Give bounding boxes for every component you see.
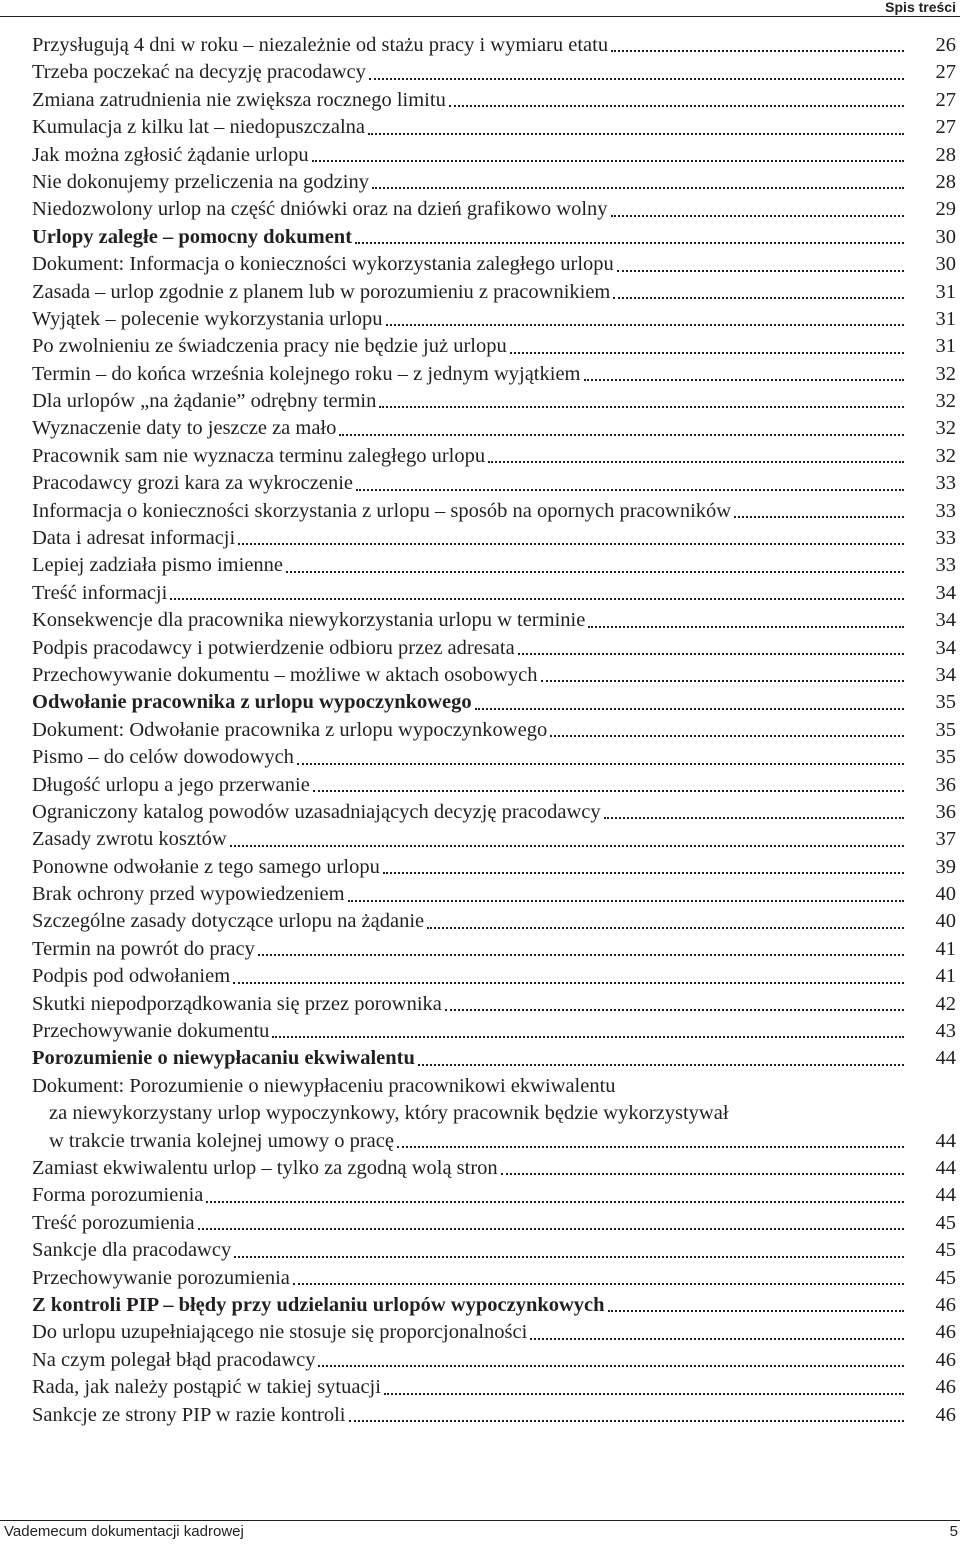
toc-entry-page: 45 — [935, 1266, 956, 1289]
toc-dot-leader — [588, 626, 904, 628]
toc-entry-page: 30 — [935, 225, 956, 248]
toc-entry[interactable] — [32, 388, 956, 415]
toc-entry-title: Data i adresat informacji — [32, 527, 236, 550]
toc-dot-leader — [339, 434, 904, 436]
toc-entry-page: 33 — [935, 527, 956, 550]
toc-entry[interactable] — [32, 909, 956, 936]
toc-entry[interactable] — [32, 1128, 956, 1155]
toc-entry[interactable] — [32, 32, 956, 59]
toc-entry-page: 34 — [935, 609, 956, 632]
toc-entry-title: Nie dokonujemy przeliczenia na godziny — [32, 170, 369, 193]
toc-entry-page: 34 — [935, 581, 956, 604]
toc-entry-title: Dla urlopów „na żądanie” odrębny termin — [32, 390, 377, 413]
toc-entry[interactable] — [32, 443, 956, 470]
toc-entry-page: 42 — [935, 992, 956, 1015]
toc-entry-title: Ograniczony katalog powodów uzasadniających decyzję pracodawcy — [32, 800, 601, 823]
toc-entry-title: Sankcje ze strony PIP w razie kontroli — [32, 1403, 346, 1426]
toc-dot-leader — [312, 160, 904, 162]
toc-dot-leader — [530, 1338, 904, 1340]
toc-entry-page: 45 — [935, 1211, 956, 1234]
toc-entry-title: Dokument: Odwołanie pracownika z urlopu wypoczynkowego — [32, 718, 548, 741]
toc-dot-leader — [550, 735, 904, 737]
toc-entry-page: 43 — [935, 1020, 956, 1043]
toc-entry-page: 46 — [935, 1293, 956, 1316]
toc-dot-leader — [611, 215, 904, 217]
toc-entry-title: Rada, jak należy postąpić w takiej sytuacji — [32, 1376, 381, 1399]
toc-entry-title: Na czym polegał błąd pracodawcy — [32, 1348, 316, 1371]
toc-dot-leader — [611, 50, 904, 52]
toc-entry-page: 44 — [935, 1184, 956, 1207]
toc-entry-title: Treść informacji — [32, 581, 168, 604]
toc-entry-title: Pracodawcy grozi kara za wykroczenie — [32, 472, 353, 495]
toc-dot-leader — [386, 324, 904, 326]
toc-dot-leader — [258, 954, 904, 956]
toc-entry[interactable] — [32, 333, 956, 360]
toc-dot-leader — [518, 653, 904, 655]
toc-entry-title: Podpis pracodawcy i potwierdzenie odbioru przez adresata — [32, 636, 515, 659]
toc-entry-title: w trakcie trwania kolejnej umowy o pracę — [49, 1129, 394, 1152]
toc-entry-title: Do urlopu uzupełniającego nie stosuje się proporcjonalności — [32, 1321, 528, 1344]
toc-entry-page: 39 — [935, 855, 956, 878]
toc-dot-leader — [297, 763, 904, 765]
toc-entry-page: 46 — [935, 1348, 956, 1371]
toc-entry-title: Zasady zwrotu kosztów — [32, 828, 227, 851]
toc-entry[interactable] — [32, 1319, 956, 1346]
toc-dot-leader — [445, 1009, 904, 1011]
toc-dot-leader — [368, 133, 904, 135]
toc-entry[interactable] — [32, 114, 956, 141]
toc-entry-title: Urlopy zaległe – pomocny dokument — [32, 225, 353, 248]
toc-entry-page: 27 — [935, 88, 956, 111]
toc-entry[interactable] — [32, 1347, 956, 1374]
toc-entry-title: Zasada – urlop zgodnie z planem lub w porozumieniu z pracownikiem — [32, 280, 611, 303]
toc-entry-title: Niedozwolony urlop na część dniówki oraz na dzień grafikowo wolny — [32, 198, 608, 221]
toc-entry[interactable] — [32, 251, 956, 278]
toc-entry-page: 46 — [935, 1321, 956, 1344]
toc-entry[interactable] — [32, 142, 956, 169]
toc-dot-leader — [318, 1365, 904, 1367]
toc-dot-leader — [170, 598, 904, 600]
toc-entry-title: Po zwolnieniu ze świadczenia pracy nie będzie już urlopu — [32, 335, 507, 358]
toc-entry-page: 32 — [935, 417, 956, 440]
toc-entry[interactable] — [32, 1374, 956, 1401]
toc-entry-page: 27 — [935, 61, 956, 84]
table-of-contents — [32, 32, 956, 1429]
running-header-title: Spis treści — [885, 0, 956, 15]
toc-entry-title: Jak można zgłosić żądanie urlopu — [32, 143, 309, 166]
toc-entry-page: 36 — [935, 800, 956, 823]
toc-entry[interactable] — [32, 525, 956, 552]
toc-entry[interactable] — [32, 772, 956, 799]
toc-entry-page: 29 — [935, 198, 956, 221]
toc-dot-leader — [383, 872, 904, 874]
toc-entry[interactable] — [32, 1073, 956, 1100]
toc-entry-page: 45 — [935, 1239, 956, 1262]
toc-entry-title: Zamiast ekwiwalentu urlop – tylko za zgodną wolą stron — [32, 1157, 498, 1179]
toc-entry-page: 40 — [935, 883, 956, 906]
toc-entry-page: 33 — [935, 472, 956, 495]
toc-entry-title: Brak ochrony przed wypowiedzeniem — [32, 883, 345, 906]
toc-dot-leader — [541, 680, 904, 682]
toc-entry[interactable] — [32, 936, 956, 963]
toc-entry-page: 31 — [935, 307, 956, 330]
toc-entry[interactable] — [32, 552, 956, 579]
toc-entry[interactable] — [32, 498, 956, 525]
toc-entry-title: za niewykorzystany urlop wypoczynkowy, który pracownik będzie wykorzystywał — [49, 1102, 729, 1125]
toc-entry[interactable] — [32, 415, 956, 442]
toc-dot-leader — [349, 1420, 905, 1422]
toc-dot-leader — [234, 1256, 904, 1258]
footer-page-number: 5 — [949, 1523, 958, 1540]
toc-entry[interactable] — [32, 717, 956, 744]
toc-entry[interactable] — [32, 580, 956, 607]
toc-entry[interactable] — [32, 607, 956, 634]
toc-dot-leader — [372, 187, 904, 189]
toc-dot-leader — [449, 105, 904, 107]
toc-dot-leader — [238, 543, 904, 545]
toc-dot-leader — [206, 1201, 904, 1203]
toc-dot-leader — [355, 242, 904, 244]
toc-entry[interactable] — [32, 635, 956, 662]
toc-entry[interactable] — [32, 1100, 956, 1127]
toc-entry-page: 40 — [935, 910, 956, 933]
toc-entry-title: Porozumienie o niewypłacaniu ekwiwalentu — [32, 1047, 415, 1070]
toc-dot-leader — [313, 790, 904, 792]
toc-dot-leader — [198, 1228, 904, 1230]
toc-entry-title: Sankcje dla pracodawcy — [32, 1239, 232, 1262]
toc-entry-title: Długość urlopu a jego przerwanie — [32, 773, 310, 796]
toc-entry-title: Skutki niepodporządkowania się przez porownika — [32, 992, 442, 1015]
toc-entry-title: Konsekwencje dla pracownika niewykorzystania urlopu w terminie — [32, 609, 586, 632]
footer-rule — [0, 1520, 960, 1521]
toc-dot-leader — [397, 1146, 904, 1148]
toc-dot-leader — [608, 1310, 904, 1312]
toc-dot-leader — [475, 708, 904, 710]
toc-entry-title: Dokument: Informacja o konieczności wykorzystania zaległego urlopu — [32, 253, 614, 276]
toc-entry-title: Pismo – do celów dowodowych — [32, 746, 294, 769]
toc-entry-title: Podpis pod odwołaniem — [32, 965, 231, 988]
toc-entry[interactable] — [32, 1265, 956, 1292]
toc-entry-title: Wyjątek – polecenie wykorzystania urlopu — [32, 307, 383, 330]
toc-dot-leader — [584, 379, 905, 381]
toc-entry-title: Przechowywanie dokumentu — [32, 1020, 270, 1043]
toc-dot-leader — [604, 817, 904, 819]
toc-entry-title: Dokument: Porozumienie o niewypłaceniu pracownikowi ekwiwalentu — [32, 1074, 616, 1097]
toc-entry[interactable] — [32, 744, 956, 771]
toc-entry-title: Ponowne odwołanie z tego samego urlopu — [32, 855, 380, 878]
toc-entry-page: 36 — [935, 773, 956, 796]
toc-entry-page: 27 — [935, 116, 956, 139]
toc-dot-leader — [427, 927, 904, 929]
toc-dot-leader — [356, 489, 904, 491]
toc-entry[interactable] — [32, 59, 956, 86]
toc-entry-page: 44 — [935, 1129, 956, 1152]
toc-entry-title: Treść porozumienia — [32, 1211, 195, 1234]
footer-publication-title: Vademecum dokumentacji kadrowej — [4, 1523, 244, 1540]
toc-entry-title: Trzeba poczekać na decyzję pracodawcy — [32, 61, 366, 84]
toc-entry[interactable] — [32, 1045, 956, 1072]
header-rule — [0, 16, 960, 17]
toc-entry[interactable] — [32, 361, 956, 388]
toc-entry-page: 28 — [935, 170, 956, 193]
toc-entry[interactable] — [32, 224, 956, 251]
toc-dot-leader — [734, 516, 904, 518]
toc-entry-page: 32 — [935, 390, 956, 413]
toc-entry-title: Z kontroli PIP – błędy przy udzielaniu urlopów wypoczynkowych — [32, 1293, 605, 1316]
toc-dot-leader — [369, 78, 904, 80]
toc-dot-leader — [293, 1283, 904, 1285]
toc-dot-leader — [488, 461, 904, 463]
toc-entry[interactable] — [32, 799, 956, 826]
toc-entry-page: 34 — [935, 636, 956, 659]
toc-entry-title: Zmiana zatrudnienia nie zwiększa rocznego limitu — [32, 88, 446, 111]
toc-dot-leader — [272, 1036, 904, 1038]
toc-dot-leader — [418, 1064, 904, 1066]
toc-dot-leader — [348, 900, 904, 902]
toc-entry-title: Szczególne zasady dotyczące urlopu na żądanie — [32, 910, 425, 933]
toc-entry[interactable] — [32, 87, 956, 114]
toc-entry-page: 28 — [935, 143, 956, 166]
toc-entry-page: 30 — [935, 253, 956, 276]
toc-entry-title: Pracownik sam nie wyznacza terminu zaległego urlopu — [32, 444, 486, 467]
toc-entry[interactable] — [32, 470, 956, 497]
toc-entry[interactable] — [32, 196, 956, 223]
toc-entry-page: 26 — [935, 33, 956, 56]
toc-entry-page: 35 — [935, 718, 956, 741]
toc-entry-page: 35 — [935, 691, 956, 714]
toc-entry-page: 31 — [935, 280, 956, 303]
toc-entry-page: 37 — [935, 828, 956, 851]
toc-entry-title: Termin na powrót do pracy — [32, 937, 255, 960]
toc-entry[interactable] — [32, 1155, 956, 1182]
toc-entry[interactable] — [32, 169, 956, 196]
toc-entry[interactable] — [32, 1237, 956, 1264]
toc-entry-page: 31 — [935, 335, 956, 358]
toc-dot-leader — [286, 571, 904, 573]
toc-entry-page: 32 — [935, 362, 956, 385]
toc-dot-leader — [379, 406, 904, 408]
toc-entry-page: 32 — [935, 444, 956, 467]
toc-entry-page: 46 — [935, 1403, 956, 1426]
toc-entry-page: 46 — [935, 1376, 956, 1399]
toc-entry[interactable] — [32, 1210, 956, 1237]
toc-entry[interactable] — [32, 662, 956, 689]
toc-entry-title: Forma porozumienia — [32, 1184, 204, 1207]
toc-entry-page: 33 — [935, 499, 956, 522]
toc-dot-leader — [501, 1173, 904, 1175]
toc-entry-page: 44 — [935, 1157, 956, 1179]
toc-entry-page: 33 — [935, 554, 956, 577]
toc-entry[interactable] — [32, 991, 956, 1018]
toc-dot-leader — [230, 845, 904, 847]
toc-entry-page: 41 — [935, 965, 956, 988]
toc-entry-page: 35 — [935, 746, 956, 769]
toc-entry-title: Przechowywanie porozumienia — [32, 1266, 290, 1289]
toc-entry[interactable] — [32, 826, 956, 853]
toc-dot-leader — [384, 1393, 904, 1395]
toc-dot-leader — [617, 270, 904, 272]
toc-entry-title: Przechowywanie dokumentu – możliwe w aktach osobowych — [32, 663, 538, 686]
toc-entry[interactable] — [32, 854, 956, 881]
toc-entry-title: Kumulacja z kilku lat – niedopuszczalna — [32, 116, 366, 139]
toc-entry[interactable] — [32, 689, 956, 716]
toc-entry[interactable] — [32, 881, 956, 908]
toc-entry-title: Wyznaczenie daty to jeszcze za mało — [32, 417, 337, 440]
toc-dot-leader — [613, 297, 904, 299]
toc-dot-leader — [510, 352, 904, 354]
toc-entry[interactable] — [32, 1182, 956, 1209]
toc-entry-title: Informacja o konieczności skorzystania z urlopu – sposób na opornych pracowników — [32, 499, 732, 522]
toc-entry-title: Przysługują 4 dni w roku – niezależnie od stażu pracy i wymiaru etatu — [32, 33, 609, 56]
toc-entry[interactable] — [32, 963, 956, 990]
toc-entry-title: Termin – do końca września kolejnego roku – z jednym wyjątkiem — [32, 362, 581, 385]
toc-entry[interactable] — [32, 1018, 956, 1045]
toc-entry[interactable] — [32, 306, 956, 333]
toc-entry[interactable] — [32, 279, 956, 306]
toc-entry[interactable] — [32, 1292, 956, 1319]
toc-entry-title: Odwołanie pracownika z urlopu wypoczynkowego — [32, 691, 472, 714]
toc-entry-page: 44 — [935, 1047, 956, 1070]
toc-entry-title: Lepiej zadziała pismo imienne — [32, 554, 284, 577]
toc-entry-page: 41 — [935, 937, 956, 960]
toc-entry-page: 34 — [935, 663, 956, 686]
toc-entry[interactable] — [32, 1402, 956, 1429]
toc-dot-leader — [233, 982, 904, 984]
